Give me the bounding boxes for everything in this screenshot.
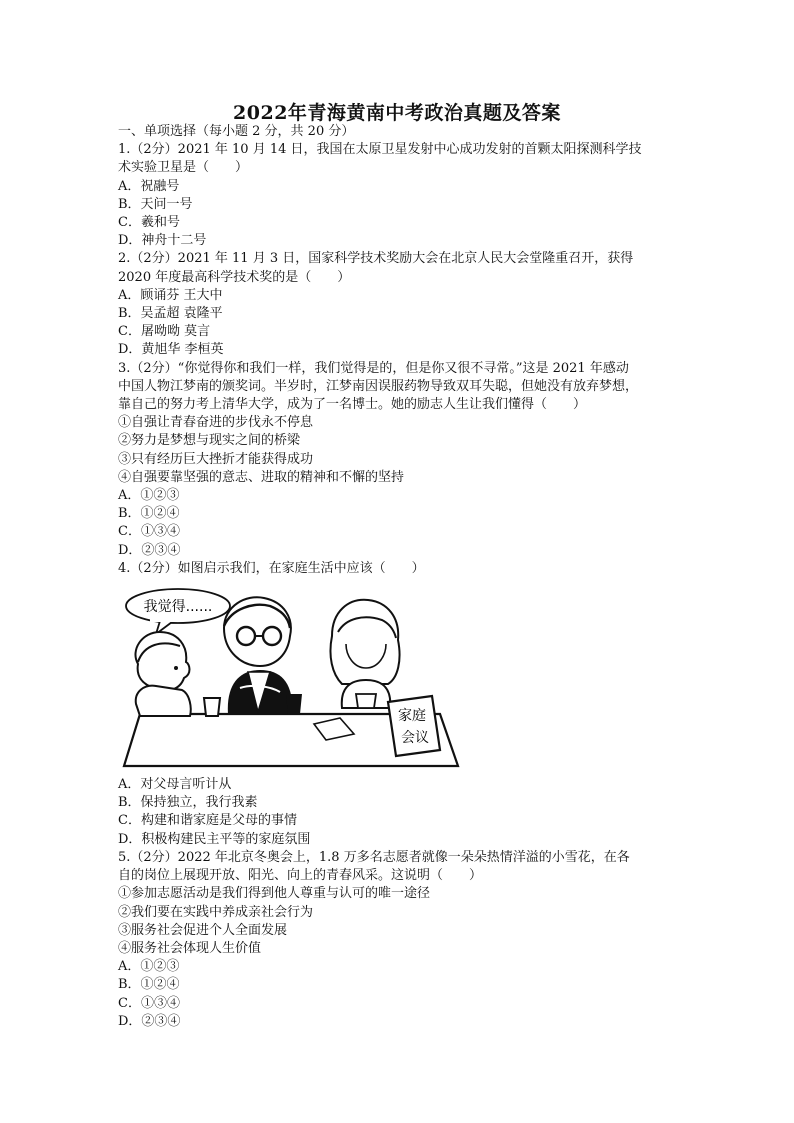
exam-title: 2022年青海黄南中考政治真题及答案 bbox=[233, 102, 561, 124]
option-d: D．黄旭华 李桓英 bbox=[118, 342, 224, 358]
cup-icon bbox=[204, 698, 220, 716]
question-stem: 3.（2分）“你觉得你和我们一样，我们觉得是的，但是你又很不寻常。”这是 2021 年感动 bbox=[118, 360, 629, 376]
statement-item: ③服务社会促进个人全面发展 bbox=[118, 922, 288, 938]
option-a: A．①②③ bbox=[118, 488, 180, 504]
question-stem: 4.（2分）如图启示我们，在家庭生活中应该（ ） bbox=[118, 560, 425, 576]
exam-body bbox=[118, 123, 678, 1031]
option-a: A．①②③ bbox=[118, 959, 180, 975]
section-heading: 一、单项选择（每小题 2 分，共 20 分） bbox=[118, 124, 355, 139]
option-b: B．①②④ bbox=[118, 506, 180, 522]
question-stem: 自的岗位上展现开放、阳光、向上的青春风采。这说明（ ） bbox=[118, 868, 483, 884]
question-stem: 中国人物江梦南的颁奖词。半岁时，江梦南因误服药物导致双耳失聪，但她没有放弃梦想， bbox=[118, 378, 639, 394]
question-5 bbox=[118, 849, 678, 1031]
family-meeting-sign bbox=[388, 696, 440, 756]
family-meeting-illustration bbox=[120, 584, 460, 772]
mother-figure bbox=[330, 600, 399, 708]
option-d: D．积极构建民主平等的家庭氛围 bbox=[118, 831, 311, 847]
option-b: B．天问一号 bbox=[118, 196, 193, 212]
option-a: A．对父母言听计从 bbox=[118, 777, 232, 793]
question-stem: 2020 年度最高科学技术奖的是（ ） bbox=[118, 269, 351, 285]
option-c: C．①③④ bbox=[118, 995, 180, 1011]
speech-text: 我觉得...... bbox=[143, 599, 213, 616]
father-figure bbox=[224, 597, 292, 714]
question-stem: 2.（2分）2021 年 11 月 3 日，国家科学技术奖励大会在北京人民大会堂隆重召开，获得 bbox=[118, 251, 634, 267]
child-figure bbox=[135, 632, 190, 716]
option-a: A．祝融号 bbox=[118, 178, 180, 194]
statement-item: ①自强让青春奋进的步伐永不停息 bbox=[118, 415, 314, 431]
sign-text-line2: 会议 bbox=[401, 730, 429, 747]
question-3 bbox=[118, 360, 678, 560]
question-stem: 5.（2分）2022 年北京冬奥会上，1.8 万多名志愿者就像一朵朵热情洋溢的小雪花，在各 bbox=[118, 849, 630, 865]
statement-item: ②努力是梦想与现实之间的桥梁 bbox=[118, 433, 301, 449]
option-b: B．保持独立，我行我素 bbox=[118, 795, 258, 811]
option-c: C．羲和号 bbox=[118, 215, 180, 231]
option-b: B．吴孟超 袁隆平 bbox=[118, 306, 223, 322]
option-c: C．构建和谐家庭是父母的事情 bbox=[118, 813, 297, 829]
option-d: D．②③④ bbox=[118, 1013, 181, 1029]
option-d: D．神舟十二号 bbox=[118, 233, 207, 249]
option-d: D．②③④ bbox=[118, 542, 181, 558]
statement-item: ②我们要在实践中养成亲社会行为 bbox=[118, 904, 314, 920]
question-2 bbox=[118, 250, 678, 359]
statement-item: ④服务社会体现人生价值 bbox=[118, 940, 262, 956]
question-stem: 1.（2分）2021 年 10 月 14 日，我国在太原卫星发射中心成功发射的首颗太阳探测科学技 bbox=[118, 142, 642, 158]
question-stem: 术实验卫星是（ ） bbox=[118, 160, 249, 176]
question-stem: 靠自己的努力考上清华大学，成为了一名博士。她的励志人生让我们懂得（ ） bbox=[118, 397, 587, 413]
option-b: B．①②④ bbox=[118, 977, 180, 993]
option-c: C．屠呦呦 莫言 bbox=[118, 324, 211, 340]
statement-item: ③只有经历巨大挫折才能获得成功 bbox=[118, 451, 314, 467]
statement-item: ①参加志愿活动是我们得到他人尊重与认可的唯一途径 bbox=[118, 886, 431, 902]
sign-text-line1: 家庭 bbox=[398, 708, 426, 725]
option-c: C．①③④ bbox=[118, 524, 180, 540]
statement-item: ④自强要靠坚强的意志、进取的精神和不懈的坚持 bbox=[118, 469, 405, 485]
speech-bubble bbox=[126, 589, 230, 634]
question-4 bbox=[118, 560, 678, 849]
question-1 bbox=[118, 141, 678, 250]
option-a: A．顾诵芬 王大中 bbox=[118, 287, 223, 303]
mug-icon bbox=[286, 694, 302, 714]
